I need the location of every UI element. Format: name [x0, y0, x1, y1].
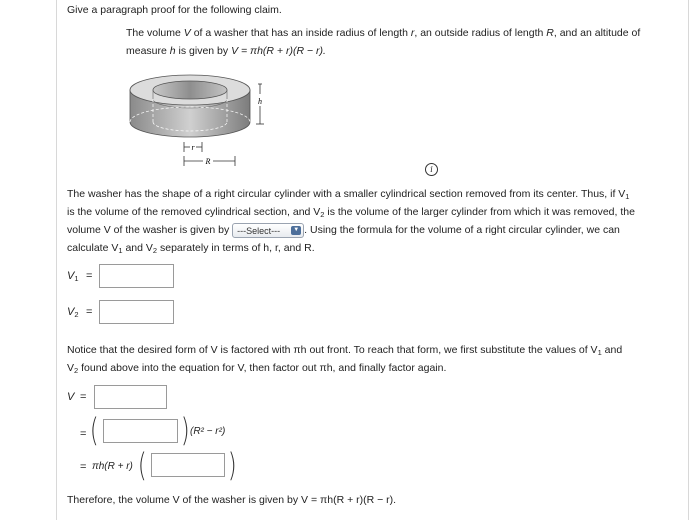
- frame-right-border: [688, 0, 689, 520]
- derivation-equals-3: =: [80, 461, 87, 473]
- info-icon[interactable]: i: [425, 163, 438, 176]
- derivation-input-3[interactable]: [151, 453, 225, 477]
- claim-text: The volume V of a washer that has an inside radius of length r, an outside radius of length R, and an altitude of measure h is given by V = πh(R + r)(R − r).: [126, 27, 641, 57]
- derivation-input-2[interactable]: [103, 419, 178, 443]
- R-label: R: [205, 157, 211, 166]
- prompt-text: Give a paragraph proof for the following claim.: [67, 4, 282, 16]
- difference-of-squares: (R² − r²): [190, 426, 226, 437]
- v2-label: $V_2$: [67, 306, 79, 319]
- v2-equals: =: [86, 306, 93, 318]
- close-paren-2: ): [227, 446, 237, 484]
- derivation-equals-1: =: [80, 391, 87, 403]
- formula-select[interactable]: ---Select--- ▼: [232, 223, 304, 238]
- v1-equals: =: [86, 270, 93, 282]
- close-paren: ): [180, 411, 190, 449]
- v1-label: $V_1$: [67, 270, 79, 283]
- r-label: r: [191, 143, 195, 152]
- open-paren-2: (: [137, 446, 147, 484]
- derivation-v-label: V: [67, 391, 75, 403]
- h-label: h: [258, 97, 262, 106]
- notice-paragraph: Notice that the desired form of V is factored with πh out front. To reach that form, we first substitute the values of $V_1$ and $V_2$ found above into the equation for V, then factor out πh, and finally factor again.: [67, 344, 623, 375]
- pih-prefix: πh(R + r): [92, 461, 133, 472]
- open-paren: (: [89, 411, 99, 449]
- v2-input[interactable]: [99, 300, 174, 324]
- derivation-input-1[interactable]: [94, 385, 167, 409]
- frame-left-border: [56, 0, 57, 520]
- v1-input[interactable]: [99, 264, 174, 288]
- conclusion-text: Therefore, the volume V of the washer is given by V = πh(R + r)(R − r).: [67, 494, 397, 506]
- chevron-down-icon: ▼: [291, 226, 301, 235]
- washer-figure: [120, 70, 280, 170]
- explanation-paragraph: The washer has the shape of a right circular cylinder with a smaller cylindrical section removed from its center. Thus, if $V_1$ is the volume of the removed cylindrical section, and $V_2$ is the volume of the larger cylinder from which it was removed, the volume V of the washer is given by ---Select--- ▼ . Using the formula for the volume of a right circular cylinder, we can calculate $V_1$ and $V_2$ separately in terms of h, r, and R.: [67, 188, 635, 255]
- derivation-equals-2: =: [80, 428, 87, 440]
